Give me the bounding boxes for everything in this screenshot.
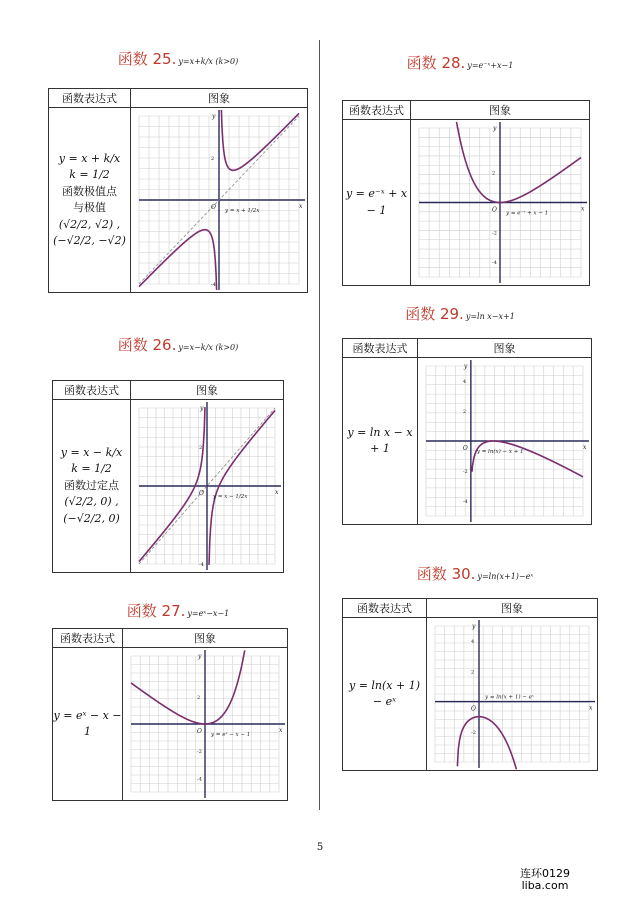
tick-label: -4 (462, 499, 468, 505)
tick-label: 2 (471, 669, 475, 676)
func25-graph (131, 108, 307, 292)
tick-label: -4 (197, 776, 202, 783)
tick-label: 2 (462, 409, 467, 415)
func25-title: 函数 25. y=x+k/x (k>0) (117, 50, 239, 68)
page-number: 5 (316, 842, 324, 853)
tick-label: 4 (462, 379, 467, 385)
curve-label: y = eˣ − x − 1 (211, 732, 251, 738)
function-curve (472, 441, 583, 477)
y-axis-label: y (463, 363, 468, 370)
origin-label: O (197, 728, 202, 735)
origin-label: O (462, 445, 468, 452)
tick-label: -4 (492, 260, 497, 267)
x-axis-label: x (583, 444, 587, 451)
func26-graph (131, 400, 283, 572)
curve-label: y = e⁻ˣ + x − 1 (506, 210, 549, 217)
x-axis-label: x (581, 205, 585, 213)
x-axis-label: x (589, 704, 593, 712)
y-axis-label: y (200, 405, 204, 412)
origin-label: O (199, 490, 204, 497)
func27-graph (123, 648, 287, 800)
func30-graph (427, 618, 597, 770)
function-curve (139, 407, 205, 561)
y-axis-label: y (472, 623, 476, 630)
function-curve (139, 230, 217, 290)
function-curve (457, 717, 516, 770)
func29-graph (418, 358, 591, 524)
tick-label: 2 (211, 156, 215, 162)
func30-table: 函数表达式 图象 y = ln(x + 1) − eˣ y x O y = ln(x + 1) − eˣ 4 2 -2 (342, 598, 598, 771)
tick-label: 4 (471, 639, 475, 646)
column-divider (319, 40, 320, 810)
curve-label: y = ln(x) − x + 1 (476, 449, 524, 455)
func28-title: 函数 28. y=e⁻ˣ+x−1 (406, 54, 514, 72)
func29-title: 函数 29. y=ln x−x+1 (405, 305, 515, 323)
x-axis-label: x (299, 203, 303, 210)
func29-table: 函数表达式 图象 y = ln x − x + 1 y x O y = ln(x) − x + 1 4 2 -2 -4 (342, 338, 592, 525)
func26-expression: y = x − k/x k = 1/2 函数过定点 (√2/2, 0) , (−√2/2, 0) (53, 400, 131, 573)
func28-table: 函数表达式 图象 y = e⁻ˣ + x − 1 y x O y = e⁻ˣ + x − 1 2 -2 -4 (342, 100, 590, 286)
func28-expression: y = e⁻ˣ + x − 1 (343, 120, 411, 286)
x-axis-label: x (279, 727, 283, 734)
curve-label: y = x − 1/2x (213, 494, 248, 500)
y-axis-label: y (493, 125, 497, 132)
tick-label: -2 (492, 230, 497, 237)
func26-table: 函数表达式 图象 y = x − k/x k = 1/2 函数过定点 (√2/2, 0) , (−√2/2, 0) y x O y = x − 1/2x 2 -4 (52, 380, 284, 573)
function-curve (221, 110, 299, 170)
func28-graph (411, 120, 589, 285)
func27-title: 函数 27. y=eˣ−x−1 (126, 602, 230, 620)
y-axis-label: y (198, 653, 202, 660)
func29-expression: y = ln x − x + 1 (343, 358, 418, 525)
tick-label: -2 (197, 749, 202, 756)
tick-label: 2 (197, 694, 201, 701)
func26-title: 函数 26. y=x−k/x (k>0) (117, 336, 239, 354)
func27-table: 函数表达式 图象 y = eˣ − x − 1 y x O y = eˣ − x − 1 2 -2 -4 (52, 628, 288, 801)
curve-label: y = ln(x + 1) − eˣ (485, 694, 534, 701)
tick-label: -2 (471, 729, 476, 736)
origin-label: O (492, 206, 497, 214)
function-curve (457, 122, 582, 203)
func25-expression: y = x + k/x k = 1/2 函数极值点 与极值 (√2/2, √2) , (−√2/2, −√2) (49, 108, 131, 293)
tick-label: -4 (211, 282, 216, 288)
x-axis-label: x (275, 489, 279, 496)
tick-label: -4 (199, 562, 204, 568)
func30-title: 函数 30. y=ln(x+1)−eˣ (416, 565, 534, 583)
curve-label: y = x + 1/2x (225, 208, 260, 214)
func30-expression: y = ln(x + 1) − eˣ (343, 618, 427, 771)
function-curve (131, 650, 245, 724)
tick-label: 2 (492, 170, 496, 177)
origin-label: O (211, 204, 216, 211)
func25-table: 函数表达式 图象 y = x + k/x k = 1/2 函数极值点 与极值 (√2/2, √2) , (−√2/2, −√2) y x O y = x + 1/2x 2 -4 (48, 88, 308, 293)
tick-label: 2 (199, 445, 203, 451)
origin-label: O (471, 705, 476, 713)
y-axis-label: y (212, 113, 216, 120)
function-curve (209, 410, 275, 565)
tick-label: -2 (462, 469, 468, 475)
watermark: 连环0129 liba.com (520, 867, 570, 892)
func27-expression: y = eˣ − x − 1 (53, 648, 123, 801)
